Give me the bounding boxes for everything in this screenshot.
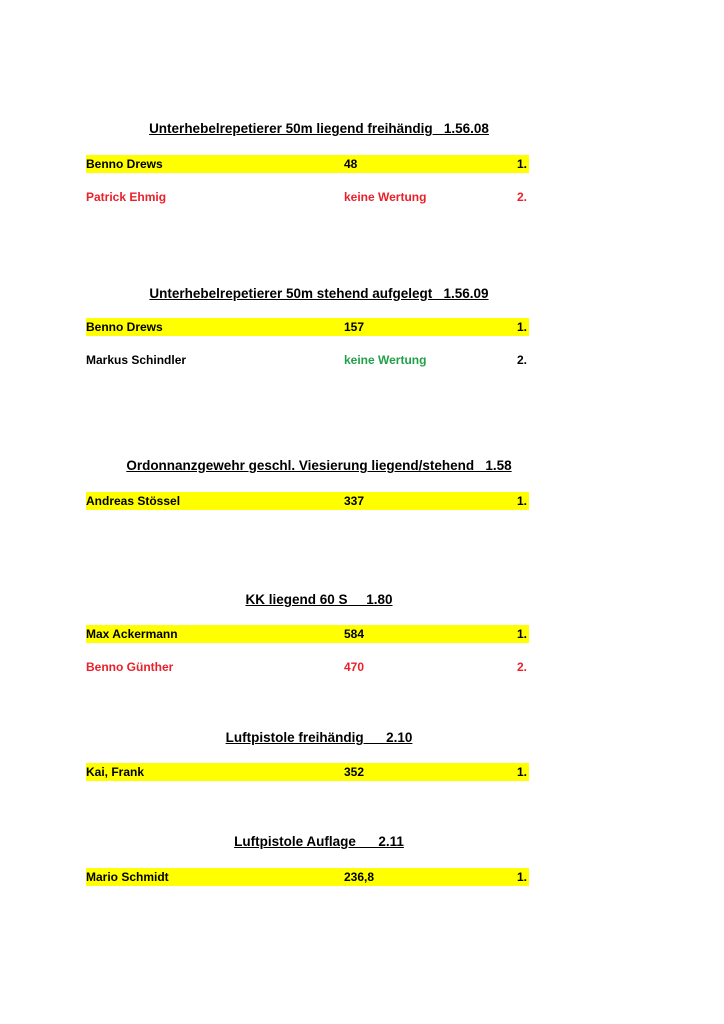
section-title: Luftpistole Auflage 2.11 <box>234 834 404 849</box>
shooter-place: 2. <box>517 660 528 674</box>
shooter-place: 2. <box>517 190 528 204</box>
shooter-place: 2. <box>517 353 528 367</box>
shooter-score: 48 <box>344 157 358 171</box>
shooter-score: 352 <box>344 765 365 779</box>
shooter-place: 1. <box>517 320 528 334</box>
shooter-name: Benno Drews <box>86 157 163 171</box>
shooter-score: 157 <box>344 320 365 334</box>
shooter-score: 337 <box>344 494 365 508</box>
shooter-name: Andreas Stössel <box>86 494 181 508</box>
result-row <box>86 318 529 336</box>
section-title: Ordonnanzgewehr geschl. Viesierung liegend/stehend 1.58 <box>126 458 512 473</box>
result-row <box>86 763 529 781</box>
result-row <box>86 658 529 676</box>
shooter-name: Benno Drews <box>86 320 163 334</box>
shooter-name: Mario Schmidt <box>86 870 169 884</box>
shooter-name: Markus Schindler <box>86 353 187 367</box>
shooter-score: 236,8 <box>344 870 375 884</box>
shooter-name: Max Ackermann <box>86 627 178 641</box>
shooter-place: 1. <box>517 494 528 508</box>
shooter-place: 1. <box>517 627 528 641</box>
result-row <box>86 625 529 643</box>
result-row <box>86 492 529 510</box>
shooter-score: 584 <box>344 627 365 641</box>
shooter-score: keine Wertung <box>344 353 427 367</box>
section-title: Unterhebelrepetierer 50m liegend freihändig 1.56.08 <box>149 121 489 136</box>
result-row <box>86 155 529 173</box>
shooter-score: keine Wertung <box>344 190 427 204</box>
result-row <box>86 868 529 886</box>
shooter-place: 1. <box>517 157 528 171</box>
result-row <box>86 188 529 206</box>
shooter-place: 1. <box>517 765 528 779</box>
shooter-name: Patrick Ehmig <box>86 190 167 204</box>
result-row <box>86 351 529 369</box>
shooter-name: Kai, Frank <box>86 765 145 779</box>
section-title: KK liegend 60 S 1.80 <box>245 592 393 607</box>
shooter-name: Benno Günther <box>86 660 174 674</box>
section-title: Unterhebelrepetierer 50m stehend aufgelegt 1.56.09 <box>149 286 489 301</box>
shooter-place: 1. <box>517 870 528 884</box>
section-title: Luftpistole freihändig 2.10 <box>225 730 413 745</box>
shooter-score: 470 <box>344 660 365 674</box>
